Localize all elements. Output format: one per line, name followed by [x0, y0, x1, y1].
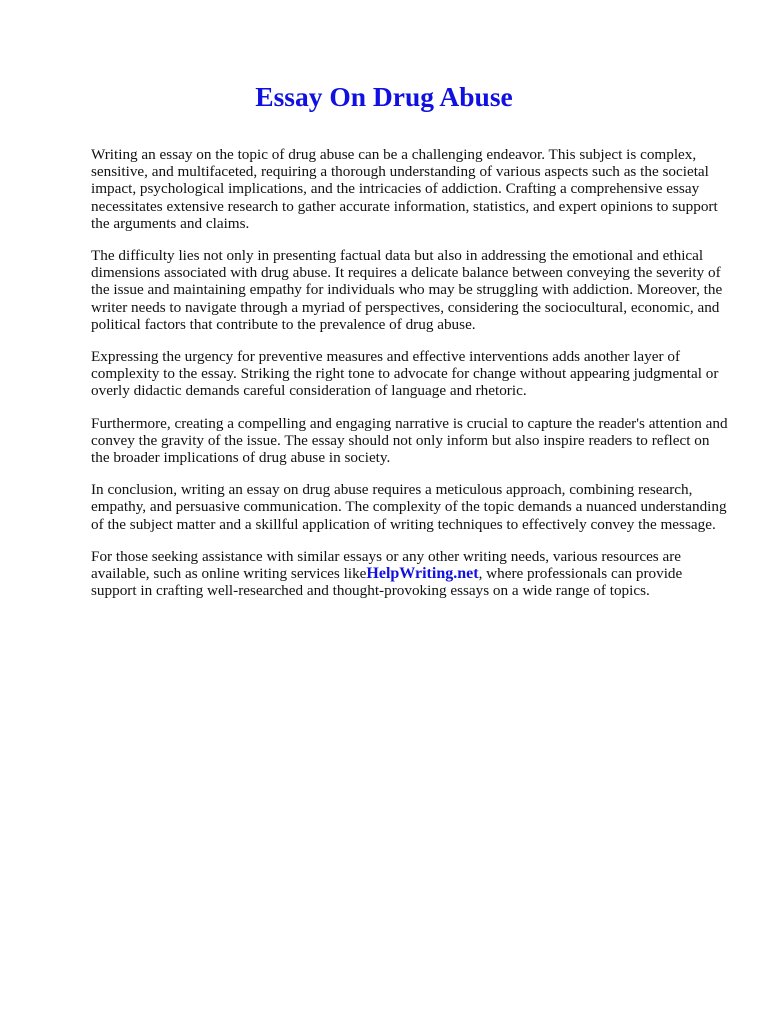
paragraph-6	[91, 548, 731, 600]
paragraph-1: Writing an essay on the topic of drug abuse can be a challenging endeavor. This subject is complex, sensitive, and multifaceted, requiring a thorough understanding of various aspects such as the societal impact, psychological implications, and the intricacies of addiction. Crafting a comprehensive essay necessitates extensive research to gather accurate information, statistics, and expert opinions to support the arguments and claims.	[91, 146, 718, 232]
paragraph-4: Furthermore, creating a compelling and engaging narrative is crucial to capture the reader's attention and convey the gravity of the issue. The essay should not only inform but also inspire readers to reflect on the broader implications of drug abuse in society.	[91, 414, 728, 467]
helpwriting-link[interactable]: HelpWriting.net	[366, 565, 479, 583]
page-title: Essay On Drug Abuse	[255, 81, 513, 112]
paragraph-2: The difficulty lies not only in presenting factual data but also in addressing the emotional and ethical dimensions associated with drug abuse. It requires a delicate balance between conveying the severity of the issue and maintaining empathy for individuals who may be struggling with addiction. Moreover, the writer needs to navigate through a myriad of perspectives, considering the sociocultural, economic, and political factors that contribute to the prevalence of drug abuse.	[91, 247, 723, 333]
paragraph-6-after-link: , where professionals can provide support in crafting well-researched and thought-provoking essays on a wide range of topics.	[91, 565, 683, 600]
essay-body	[91, 146, 731, 614]
paragraph-6-before-link: For those seeking assistance with similar essays or any other writing needs, various resources are available, such as online writing services like	[91, 547, 682, 583]
paragraph-3: Expressing the urgency for preventive measures and effective interventions adds another layer of complexity to the essay. Striking the right tone to advocate for change without appearing judgmental or overly didactic demands careful consideration of language and rhetoric.	[91, 348, 719, 400]
paragraph-5: In conclusion, writing an essay on drug abuse requires a meticulous approach, combining research, empathy, and persuasive communication. The complexity of the topic demands a nuanced understanding of the subject matter and a skillful application of writing techniques to effectively convey the message.	[91, 481, 727, 533]
